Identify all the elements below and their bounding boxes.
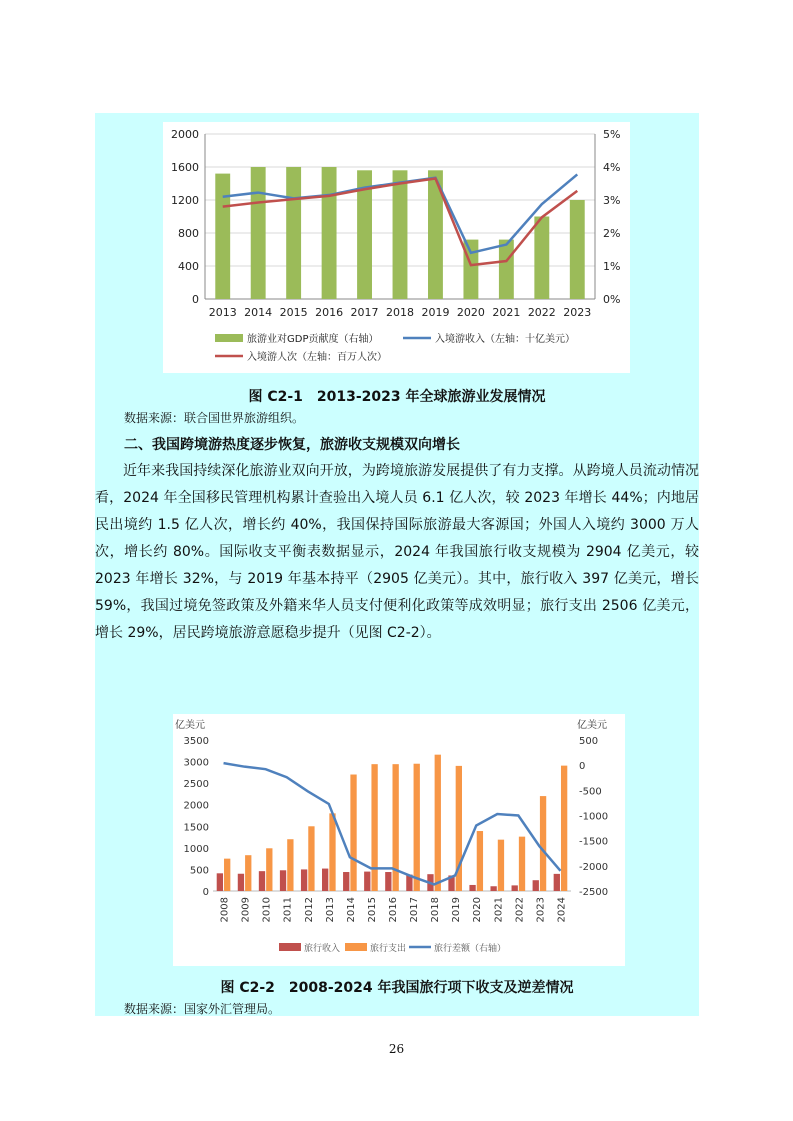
bar-travel-income [280,870,286,891]
x-tick-label: 2020 [456,306,485,319]
bar-travel-expense [224,859,230,891]
y-tick-label: 400 [178,260,199,273]
legend-label: 入境游收入（左轴：十亿美元） [435,334,575,345]
x-tick-label: 2017 [409,897,421,923]
y2-tick-label: 2% [603,227,621,240]
y2-tick-label: -1500 [579,836,609,848]
y2-tick-label: -1000 [579,811,609,823]
bar-gdp-contribution [286,167,301,299]
y2-tick-label: -2500 [579,887,609,898]
y-axis-unit: 亿美元 [175,720,205,731]
y2-tick-label: 0% [603,293,621,306]
bar-travel-expense [329,813,335,891]
bar-travel-income [238,874,244,891]
x-tick-label: 2021 [493,897,505,923]
bar-gdp-contribution [215,174,230,299]
bar-travel-income [469,885,475,891]
y-tick-label: 1200 [171,194,199,207]
x-tick-label: 2017 [350,306,379,319]
legend-label: 旅行支出 [370,944,407,954]
bar-gdp-contribution [322,167,337,299]
legend-swatch-bar [279,943,301,951]
y-tick-label: 0 [202,887,209,898]
x-tick-label: 2022 [527,306,556,319]
x-tick-label: 2016 [388,897,399,923]
y2-tick-label: -2000 [579,861,609,873]
y-tick-label: 3500 [183,736,209,747]
y-tick-label: 2000 [183,800,209,812]
x-tick-label: 2019 [421,306,450,319]
x-tick-label: 2023 [535,897,547,923]
x-tick-label: 2014 [345,897,357,923]
bar-travel-income [259,871,265,891]
x-tick-label: 2008 [219,897,231,923]
bar-travel-income [364,872,370,891]
y-tick-label: 800 [178,227,199,240]
x-tick-label: 2011 [282,897,294,923]
figure2-source: 数据来源：国家外汇管理局。 [124,1002,281,1016]
chart-china-travel-svg [173,714,625,966]
bar-travel-expense [371,764,377,891]
legend-label: 旅游业对GDP贡献度（右轴） [247,334,379,345]
x-tick-label: 2018 [386,306,414,319]
bar-travel-expense [245,855,251,891]
x-tick-label: 2024 [556,897,568,923]
x-tick-label: 2010 [261,897,273,923]
bar-travel-expense [414,764,420,891]
x-tick-label: 2019 [451,897,463,923]
y2-tick-label: 3% [603,194,621,207]
bar-travel-income [301,869,307,891]
x-tick-label: 2015 [366,897,378,923]
y2-tick-label: 1% [603,260,621,273]
bar-travel-expense [498,840,504,891]
x-tick-label: 2022 [514,897,526,923]
chart-global-tourism-svg [163,122,630,373]
y-tick-label: 1600 [171,161,199,174]
bar-gdp-contribution [534,217,549,300]
bar-travel-income [343,872,349,891]
series-line-travel-balance [224,763,561,884]
bar-gdp-contribution [499,240,514,299]
bar-gdp-contribution [463,240,478,299]
legend-label: 入境游人次（左轴：百万人次） [247,352,387,363]
y2-tick-label: 5% [603,128,621,141]
figure1-source: 数据来源：联合国世界旅游组织。 [124,411,305,425]
bar-travel-expense [561,766,567,891]
x-tick-label: 2018 [430,897,442,923]
bar-gdp-contribution [393,170,408,299]
bar-travel-income [385,872,391,891]
y2-tick-label: -500 [579,786,602,798]
bar-travel-expense [266,848,272,891]
x-tick-label: 2014 [244,306,273,319]
x-tick-label: 2021 [492,306,521,319]
x-tick-label: 2020 [472,897,484,923]
y2-axis-unit: 亿美元 [577,720,607,731]
x-tick-label: 2013 [208,306,237,319]
y2-tick-label: 4% [603,161,621,174]
bar-travel-income [217,873,223,891]
x-tick-label: 2015 [279,306,308,319]
legend-swatch-bar [215,334,243,342]
y2-tick-label: 500 [579,736,599,747]
page-number: 26 [388,1042,405,1056]
chart-global-tourism [163,122,630,373]
legend-label: 旅行收入 [304,944,341,954]
legend-label: 旅行差额（右轴） [434,944,507,954]
bar-travel-expense [308,826,314,891]
figure2-caption: 图 C2-2 2008-2024 年我国旅行项下收支及逆差情况 [220,980,574,996]
bar-travel-expense [350,775,356,891]
bar-gdp-contribution [251,167,266,299]
y-tick-label: 500 [189,865,209,877]
section-heading: 二、我国跨境游热度逐步恢复，旅游收支规模双向增长 [124,437,460,453]
bar-gdp-contribution [570,200,585,299]
y2-tick-label: 0 [579,761,586,773]
bar-travel-expense [519,837,525,891]
y-tick-label: 3000 [183,757,209,769]
bar-travel-income [554,874,560,891]
x-tick-label: 2016 [315,306,344,319]
legend-swatch-bar [345,943,367,951]
bar-travel-income [512,885,518,891]
x-tick-label: 2009 [240,897,252,923]
x-tick-label: 2013 [324,897,336,923]
bar-travel-income [490,886,496,891]
x-tick-label: 2023 [563,306,592,319]
chart-china-travel [173,714,625,966]
y-tick-label: 2500 [183,779,209,791]
figure1-caption: 图 C2-1 2013-2023 年全球旅游业发展情况 [248,389,546,405]
bar-travel-expense [435,755,441,891]
y-tick-label: 1500 [183,822,209,834]
bar-travel-expense [477,831,483,891]
bar-travel-income [533,880,539,891]
y-tick-label: 2000 [171,128,199,141]
body-paragraph: 近年来我国持续深化旅游业双向开放，为跨境旅游发展提供了有力支撑。从跨境人员流动情况看，2024 年全国移民管理机构累计查验出入境人员 6.1 亿人次，较 2023 年增长 44%；内地居民出境约 1.5 亿人次，增长约 40%，我国保持国际旅游最大客源国；外国人入境约 3000 万人次，增长约 80%。国际收支平衡表数据显示，2024 年我国旅行收支规模为 2904 亿美元，较 2023 年增长 32%，与 2019 年基本持平（2905 亿美元）。其中，旅行收入 397 亿美元，增长 59%，我国过境免签政策及外籍来华人员支付便利化政策等成效明显；旅行支出 2506 亿美元，增长 29%，居民跨境旅游意愿稳步提升（见图 C2-2）。 [95,463,699,641]
bar-travel-income [322,869,328,891]
bar-travel-expense [287,839,293,891]
y-tick-label: 0 [192,293,199,306]
bar-travel-expense [540,796,546,891]
y-tick-label: 1000 [183,843,209,855]
x-tick-label: 2012 [303,897,315,923]
